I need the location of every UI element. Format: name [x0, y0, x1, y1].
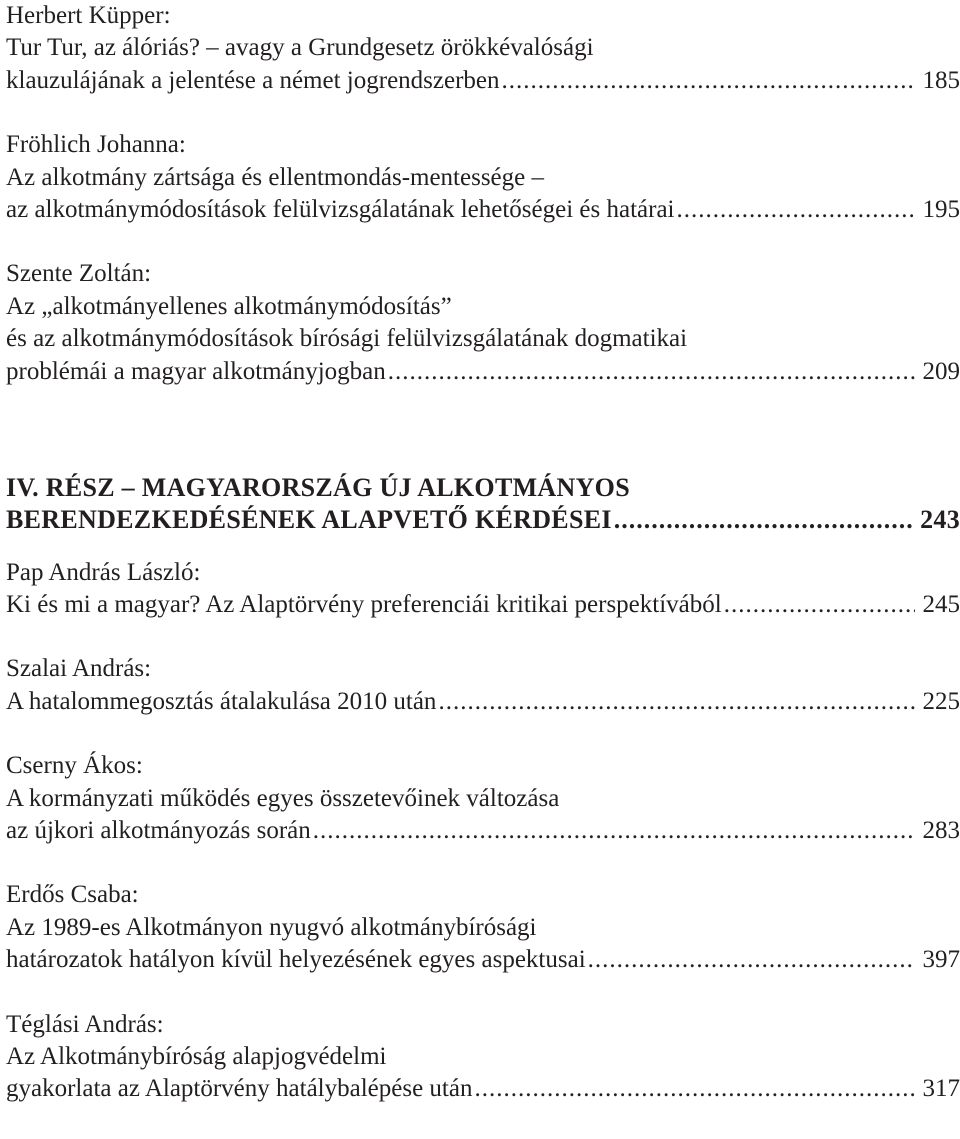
entry-author: Fröhlich Johanna:: [6, 131, 186, 159]
part-heading: [6, 472, 960, 537]
page-number: 397: [922, 946, 960, 974]
dot-leader: [588, 944, 915, 976]
page-number: 225: [922, 687, 960, 715]
entry-author: Cserny Ákos:: [6, 752, 143, 780]
toc-entry: [6, 557, 960, 622]
entry-title-last-line: az alkotmánymódosítások felülvizsgálatának lehetőségei és határai: [6, 195, 675, 223]
entry-title-last-line: az újkori alkotmányozás során: [6, 817, 311, 845]
dot-leader: [614, 504, 912, 536]
entry-title-line: Az alkotmány zártsága és ellentmondás-mentessége –: [6, 163, 545, 191]
entry-title-last-line: határozatok hatályon kívül helyezésének egyes aspektusai: [6, 946, 586, 974]
entry-leader-line: [6, 589, 960, 621]
page-number: 317: [922, 1075, 960, 1103]
page-number: 209: [922, 357, 960, 385]
entry-title-line: Az Alkotmánybíróság alapjogvédelmi: [6, 1042, 387, 1070]
entry-title-line: A kormányzati működés egyes összetevőinek változása: [6, 784, 560, 812]
entry-author: Szalai András:: [6, 655, 152, 683]
table-of-contents: [6, 0, 960, 1106]
page-number: 283: [922, 817, 960, 845]
entry-author: Erdős Csaba:: [6, 881, 139, 909]
part-title-last-line: BERENDEZKEDÉSÉNEK ALAPVETŐ KÉRDÉSEI: [6, 505, 612, 535]
entry-title-line: Tur Tur, az álóriás? – avagy a Grundgesetz örökkévalósági: [6, 34, 594, 62]
entry-title-line: és az alkotmánymódosítások bírósági felülvizsgálatának dogmatikai: [6, 325, 688, 353]
toc-entry: [6, 1009, 960, 1106]
toc-entry: [6, 258, 960, 388]
toc-entry: [6, 750, 960, 847]
dot-leader: [388, 356, 915, 388]
toc-entry: [6, 129, 960, 226]
entry-title-line: Az 1989-es Alkotmányon nyugvó alkotmánybírósági: [6, 913, 537, 941]
dot-leader: [474, 1073, 914, 1105]
dot-leader: [677, 194, 915, 226]
page-number: 243: [920, 505, 960, 535]
entry-leader-line: [6, 65, 960, 97]
entry-title-last-line: Ki és mi a magyar? Az Alaptörvény preferenciái kritikai perspektívából: [6, 591, 722, 619]
entry-leader-line: [6, 686, 960, 718]
page-number: 185: [922, 66, 960, 94]
toc-entry: [6, 0, 960, 97]
entry-leader-line: [6, 356, 960, 388]
entry-leader-line: [6, 1073, 960, 1105]
dot-leader: [724, 589, 915, 621]
entry-title-last-line: gyakorlata az Alaptörvény hatálybalépése után: [6, 1075, 473, 1103]
dot-leader: [438, 686, 914, 718]
entry-title-last-line: A hatalommegosztás átalakulása 2010 után: [6, 687, 437, 715]
entry-title-last-line: klauzulájának a jelentése a német jogrendszerben: [6, 66, 500, 94]
entry-title-line: Az „alkotmányellenes alkotmánymódosítás”: [6, 292, 452, 320]
entry-author: Pap András László:: [6, 558, 201, 586]
entry-leader-line: [6, 815, 960, 847]
page-number: 195: [922, 195, 960, 223]
entry-title-last-line: problémái a magyar alkotmányjogban: [6, 357, 386, 385]
entry-leader-line: [6, 194, 960, 226]
toc-entry: [6, 879, 960, 976]
entry-leader-line: [6, 944, 960, 976]
part-leader-line: [6, 504, 960, 536]
page-number: 245: [922, 591, 960, 619]
dot-leader: [313, 815, 915, 847]
entry-author: Téglási András:: [6, 1010, 164, 1038]
part-title-line: IV. RÉSZ – MAGYARORSZÁG ÚJ ALKOTMÁNYOS: [6, 472, 630, 502]
toc-entry: [6, 653, 960, 718]
dot-leader: [502, 65, 915, 97]
entry-author: Herbert Küpper:: [6, 2, 171, 29]
entry-author: Szente Zoltán:: [6, 260, 152, 288]
